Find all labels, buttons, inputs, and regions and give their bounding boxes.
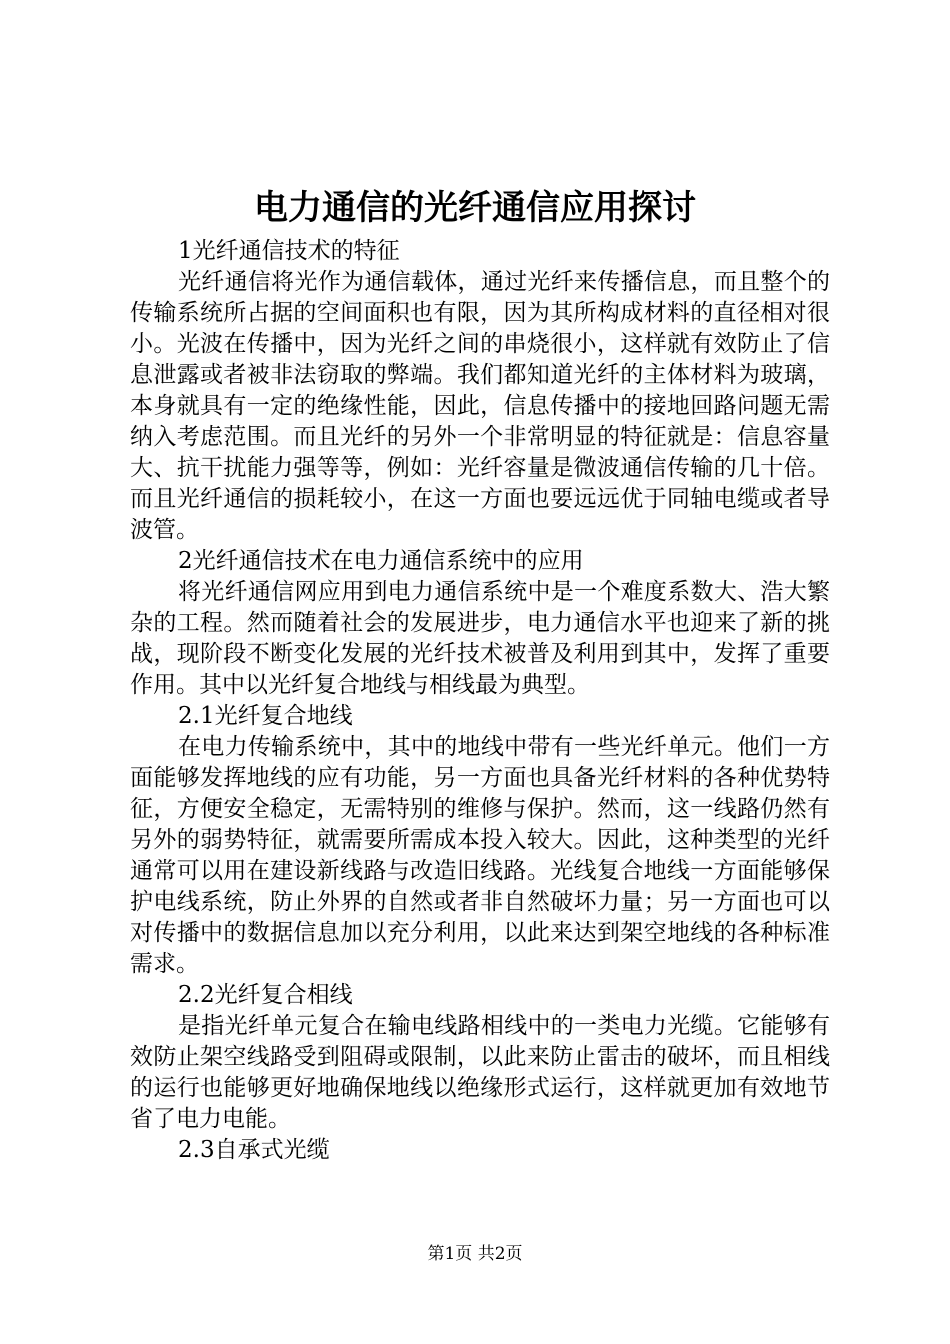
page-footer: 第1页 共2页 <box>427 1244 523 1264</box>
document-body <box>130 236 830 1166</box>
section-heading-1: 1光纤通信技术的特征 <box>178 238 400 264</box>
section-heading-2-1: 2.1光纤复合地线 <box>178 703 353 729</box>
paragraph-1: 光纤通信将光作为通信载体，通过光纤来传播信息，而且整个的传输系统所占据的空间面积也有限，因为其所构成材料的直径相对很小。光波在传播中，因为光纤之间的串烧很小，这样就有效防止了信息泄露或者被非法窃取的弊端。我们都知道光纤的主体材料为玻璃，本身就具有一定的绝缘性能，因此，信息传播中的接地回路问题无需纳入考虑范围。而且光纤的另外一个非常明显的特征就是：信息容量大、抗干扰能力强等等，例如：光纤容量是微波通信传输的几十倍。而且光纤通信的损耗较小，在这一方面也要远远优于同轴电缆或者导波管。 <box>130 269 830 543</box>
section-heading-2-3: 2.3自承式光缆 <box>178 1137 330 1163</box>
page-title: 电力通信的光纤通信应用探讨 <box>254 188 696 228</box>
paragraph-3: 在电力传输系统中，其中的地线中带有一些光纤单元。他们一方面能够发挥地线的应有功能，另一方面也具备光纤材料的各种优势特征，方便安全稳定，无需特别的维修与保护。然而，这一线路仍然有另外的弱势特征，就需要所需成本投入较大。因此，这种类型的光纤通常可以用在建设新线路与改造旧线路。光线复合地线一方面能够保护电线系统，防止外界的自然或者非自然破坏力量；另一方面也可以对传播中的数据信息加以充分利用，以此来达到架空地线的各种标准需求。 <box>130 734 830 977</box>
section-heading-2-2: 2.2光纤复合相线 <box>178 982 353 1008</box>
paragraph-2: 将光纤通信网应用到电力通信系统中是一个难度系数大、浩大繁杂的工程。然而随着社会的发展进步，电力通信水平也迎来了新的挑战，现阶段不断变化发展的光纤技术被普及利用到其中，发挥了重要作用。其中以光纤复合地线与相线最为典型。 <box>130 579 830 698</box>
section-heading-2: 2光纤通信技术在电力通信系统中的应用 <box>178 548 584 574</box>
paragraph-4: 是指光纤单元复合在输电线路相线中的一类电力光缆。它能够有效防止架空线路受到阻碍或限制，以此来防止雷击的破坏，而且相线的运行也能够更好地确保地线以绝缘形式运行，这样就更加有效地节省了电力电能。 <box>130 1013 830 1132</box>
